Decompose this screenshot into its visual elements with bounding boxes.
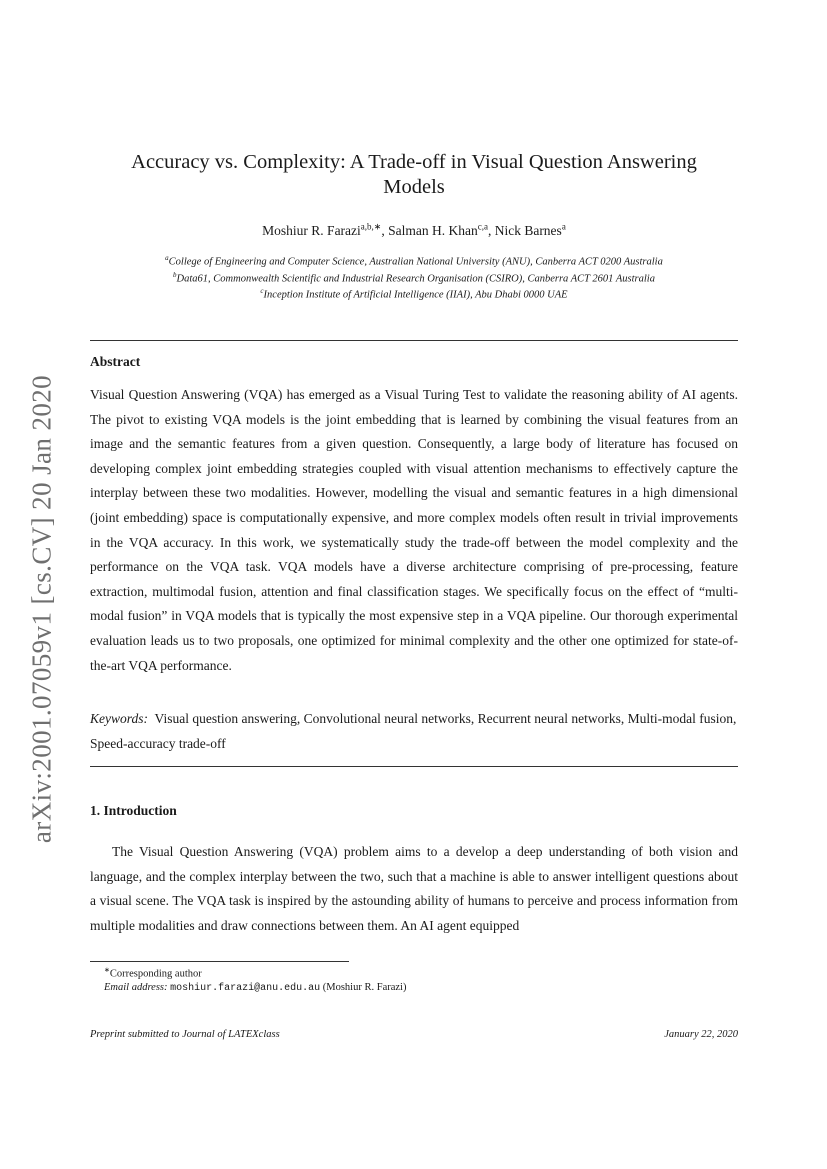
footer-preprint-note: Preprint submitted to Journal of LATEXclass	[90, 1029, 280, 1040]
footnote-rule	[90, 961, 349, 962]
footnotes	[90, 964, 738, 996]
section-heading-introduction: 1. Introduction	[90, 803, 177, 818]
keywords-label: Keywords:	[90, 711, 148, 726]
email-owner: (Moshiur R. Farazi)	[322, 982, 407, 993]
author-list	[90, 221, 738, 239]
footnote-email	[90, 981, 738, 996]
footer-date: January 22, 2020	[664, 1029, 738, 1040]
affiliation-b: $^b$Data61, Commonwealth Scientific and Industrial Research Organisation (CSIRO), Canberra ACT 2601 Australia	[173, 270, 655, 284]
abstract-heading: Abstract	[90, 354, 141, 369]
author-1: Moshiur R. Farazi$^{a,b,∗}$,	[262, 221, 389, 238]
abstract-top-rule	[90, 340, 738, 341]
email-address: moshiur.farazi@anu.edu.au	[170, 983, 321, 994]
introduction-paragraph: The Visual Question Answering (VQA) problem aims to a develop a deep understanding of both vision and language, and the complex interplay between the two, such that a machine is able to answer intelligent questions about a visual scene. The VQA task is inspired by the astounding ability of humans to perceive and process information from multiple modalities and draw connections between them. An AI agent equipped	[90, 844, 738, 933]
abstract-bottom-rule	[90, 766, 738, 767]
keywords	[90, 707, 738, 756]
arxiv-stamp-text: arXiv:2001.07059v1 [cs.CV] 20 Jan 2020	[26, 374, 57, 844]
title-line-2: Models	[383, 176, 445, 198]
email-label: Email address:	[104, 982, 168, 993]
footnote-corresponding: ∗Corresponding author	[104, 966, 202, 980]
affiliation-c: $^c$Inception Institute of Artificial Intelligence (IIAI), Abu Dhabi 0000 UAE	[260, 287, 568, 301]
affiliations	[90, 252, 738, 302]
abstract-text: Visual Question Answering (VQA) has emerged as a Visual Turing Test to validate the reasoning ability of AI agents. The pivot to existing VQA models is the joint embedding that is learned by combining the visual features from an image and the semantic features from a given question. Consequently, a large body of literature has focused on developing complex joint embedding strategies coupled with visual attention mechanisms to effectively capture the interplay between these two modalities. However, modelling the visual and semantic features in a high dimensional (joint embedding) space is computationally expensive, and more complex models often result in trivial improvements in the VQA accuracy. In this work, we systematically study the trade-off between the model complexity and the performance on the VQA task. VQA models have a diverse architecture comprising of pre-processing, feature extraction, multimodal fusion, attention and final classification stages. We specifically focus on the effect of “multi-modal fusion” in VQA models that is typically the most expensive step in a VQA pipeline. Our thorough experimental evaluation leads us to two proposals, one optimized for minimal complexity and the other one optimized for state-of-the-art VQA performance.	[90, 387, 738, 673]
author-3: Nick Barnes$^a$	[494, 221, 566, 238]
paper-title	[90, 150, 738, 200]
affiliation-a: $^a$College of Engineering and Computer Science, Australian National University (ANU), Canberra ACT 0200 Australia	[165, 254, 663, 268]
keywords-text: Visual question answering, Convolutional neural networks, Recurrent neural networks, Multi-modal fusion, Speed-accuracy trade-off	[90, 711, 737, 751]
introduction-text	[90, 840, 738, 938]
author-2: Salman H. Khan$^{c,a}$,	[388, 221, 495, 238]
title-line-1: Accuracy vs. Complexity: A Trade-off in Visual Question Answering	[131, 151, 697, 173]
